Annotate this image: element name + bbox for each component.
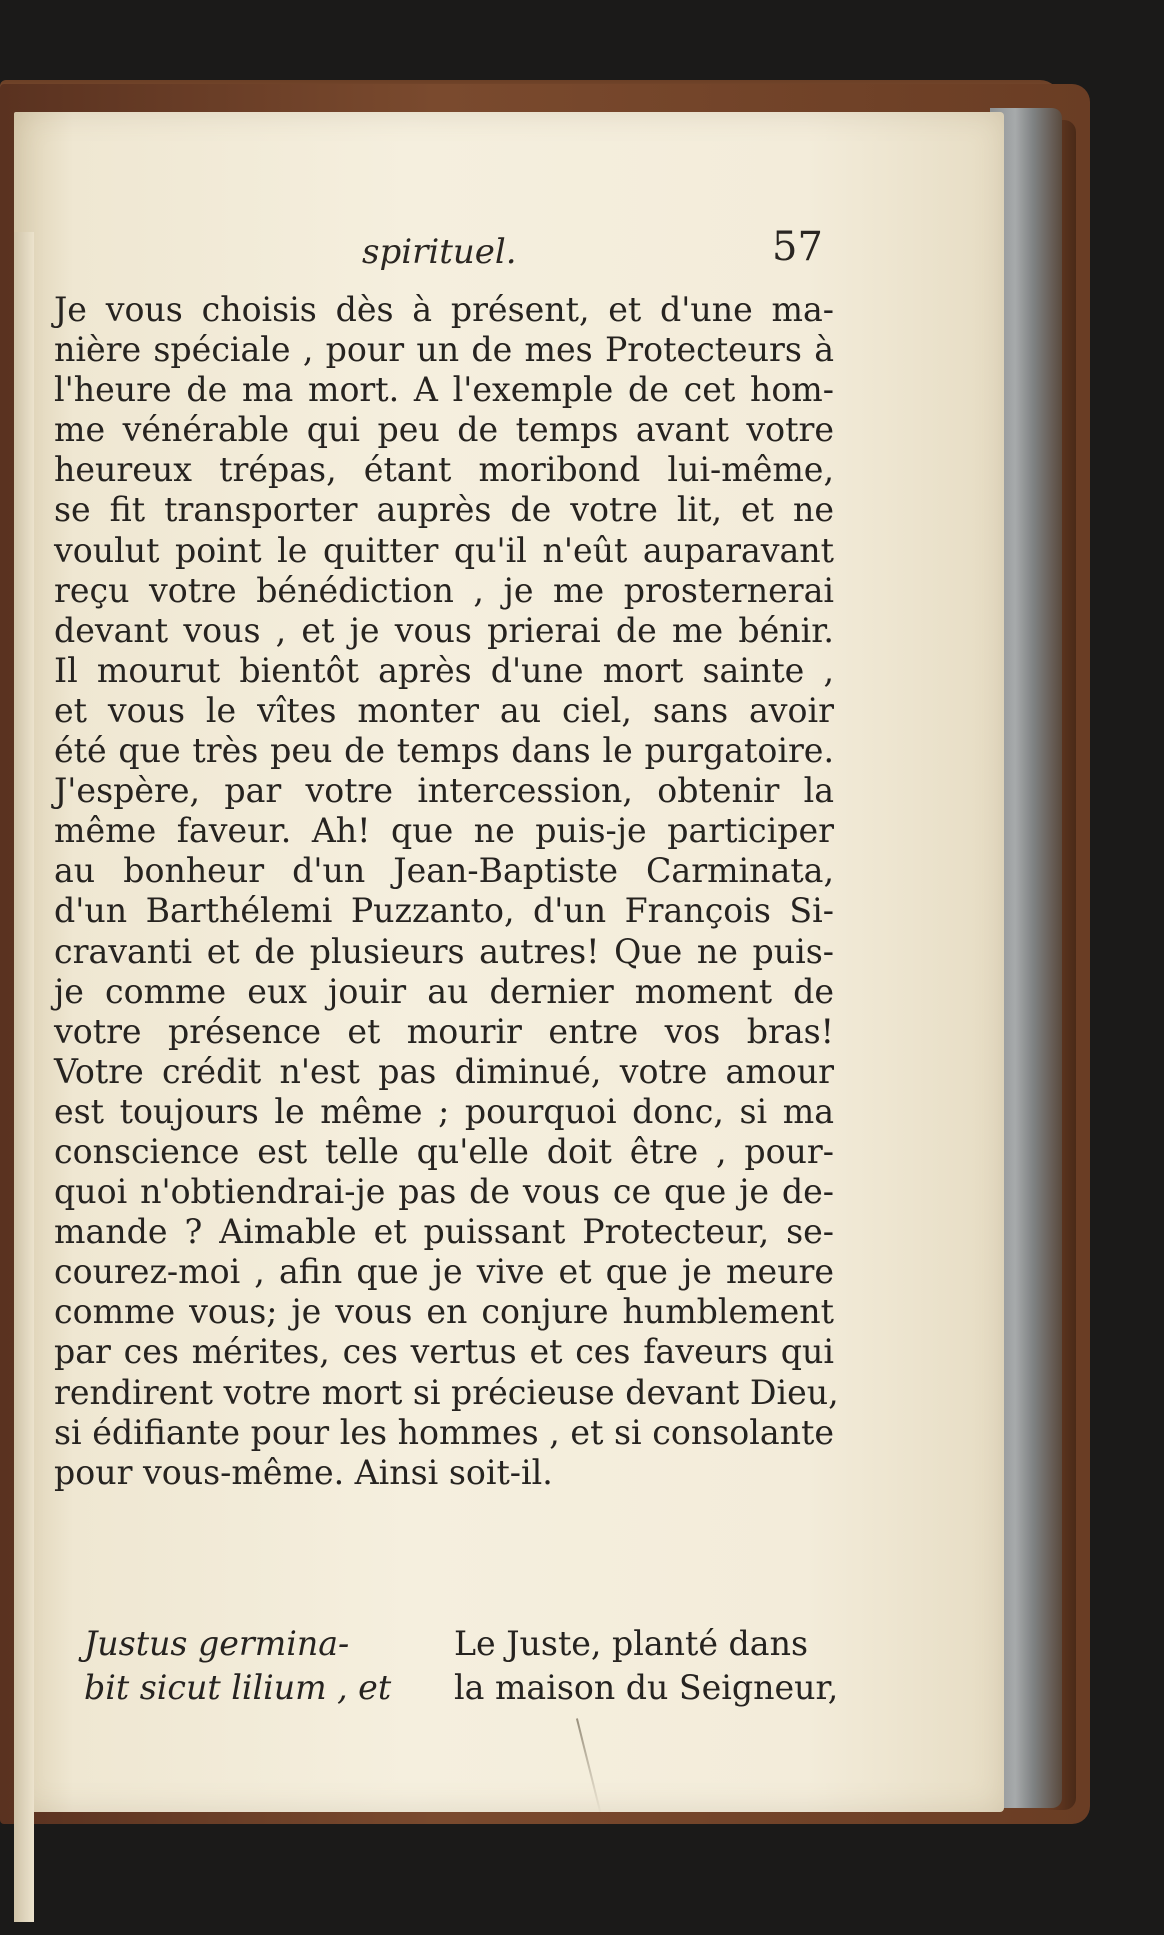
text-line: courez-moi , afin que je vive et que je meure [54, 1252, 834, 1292]
text-line: mande ? Aimable et puissant Protecteur, se- [54, 1212, 834, 1252]
body-text [54, 290, 839, 1493]
text-line: Je vous choisis dès à présent, et d'une ma- [54, 290, 834, 329]
text-line: par ces mérites, ces vertus et ces faveurs qui [54, 1332, 834, 1372]
running-head: spirituel. [362, 232, 517, 272]
text-line: nière spéciale , pour un de mes Protecteurs à [54, 330, 834, 370]
text-line: pour vous-même. Ainsi soit-il. [54, 1452, 553, 1492]
french-line: la maison du Seigneur, [454, 1668, 839, 1707]
paper-crease [576, 1718, 602, 1816]
text-line: heureux trépas, étant moribond lui-même, [54, 450, 834, 490]
text-line: est toujours le même ; pourquoi donc, si ma [54, 1091, 834, 1131]
text-line: d'un Barthélemi Puzzanto, d'un François Si- [54, 891, 834, 931]
french-column [454, 1622, 838, 1710]
gutter [14, 232, 34, 1922]
text-line: me vénérable qui peu de temps avant votre [54, 410, 834, 450]
text-line: quoi n'obtiendrai-je pas de vous ce que je de- [54, 1172, 834, 1212]
page-header [42, 224, 823, 292]
text-line: reçu votre bénédiction , je me prosternerai [54, 570, 834, 610]
text-line: Votre crédit n'est pas diminué, votre amour [54, 1051, 834, 1091]
text-line: conscience est telle qu'elle doit être , pour- [54, 1131, 834, 1171]
book-page [14, 112, 1004, 1812]
text-line: même faveur. Ah! que ne puis-je participer [54, 811, 834, 851]
french-line: Le Juste, planté dans [454, 1624, 808, 1663]
text-line: et vous le vîtes monter au ciel, sans avoir [54, 690, 834, 730]
text-line: Il mourut bientôt après d'une mort sainte , [54, 650, 834, 690]
text-line: rendirent votre mort si précieuse devant Dieu, [54, 1372, 839, 1412]
page-number: 57 [772, 224, 823, 270]
text-line: cravanti et de plusieurs autres! Que ne puis- [54, 931, 834, 971]
text-line: si édifiante pour les hommes , et si consolante [54, 1412, 834, 1452]
text-line: l'heure de ma mort. A l'exemple de cet hom- [54, 370, 834, 410]
text-line: comme vous; je vous en conjure humblement [54, 1292, 834, 1332]
latin-column [84, 1622, 391, 1710]
latin-line: Justus germina- [84, 1624, 350, 1663]
text-line: votre présence et mourir entre vos bras! [54, 1011, 834, 1051]
text-line: au bonheur d'un Jean-Baptiste Carminata, [54, 851, 834, 891]
text-line: devant vous , et je vous prierai de me bénir. [54, 610, 834, 650]
text-line: été que très peu de temps dans le purgatoire. [54, 731, 834, 771]
text-line: se fit transporter auprès de votre lit, et ne [54, 490, 834, 530]
text-line: je comme eux jouir au dernier moment de [54, 971, 834, 1011]
bilingual-verse [54, 1622, 844, 1722]
text-line: J'espère, par votre intercession, obtenir la [54, 771, 834, 811]
text-line: voulut point le quitter qu'il n'eût auparavant [54, 530, 834, 570]
latin-line: bit sicut lilium , et [84, 1668, 392, 1707]
